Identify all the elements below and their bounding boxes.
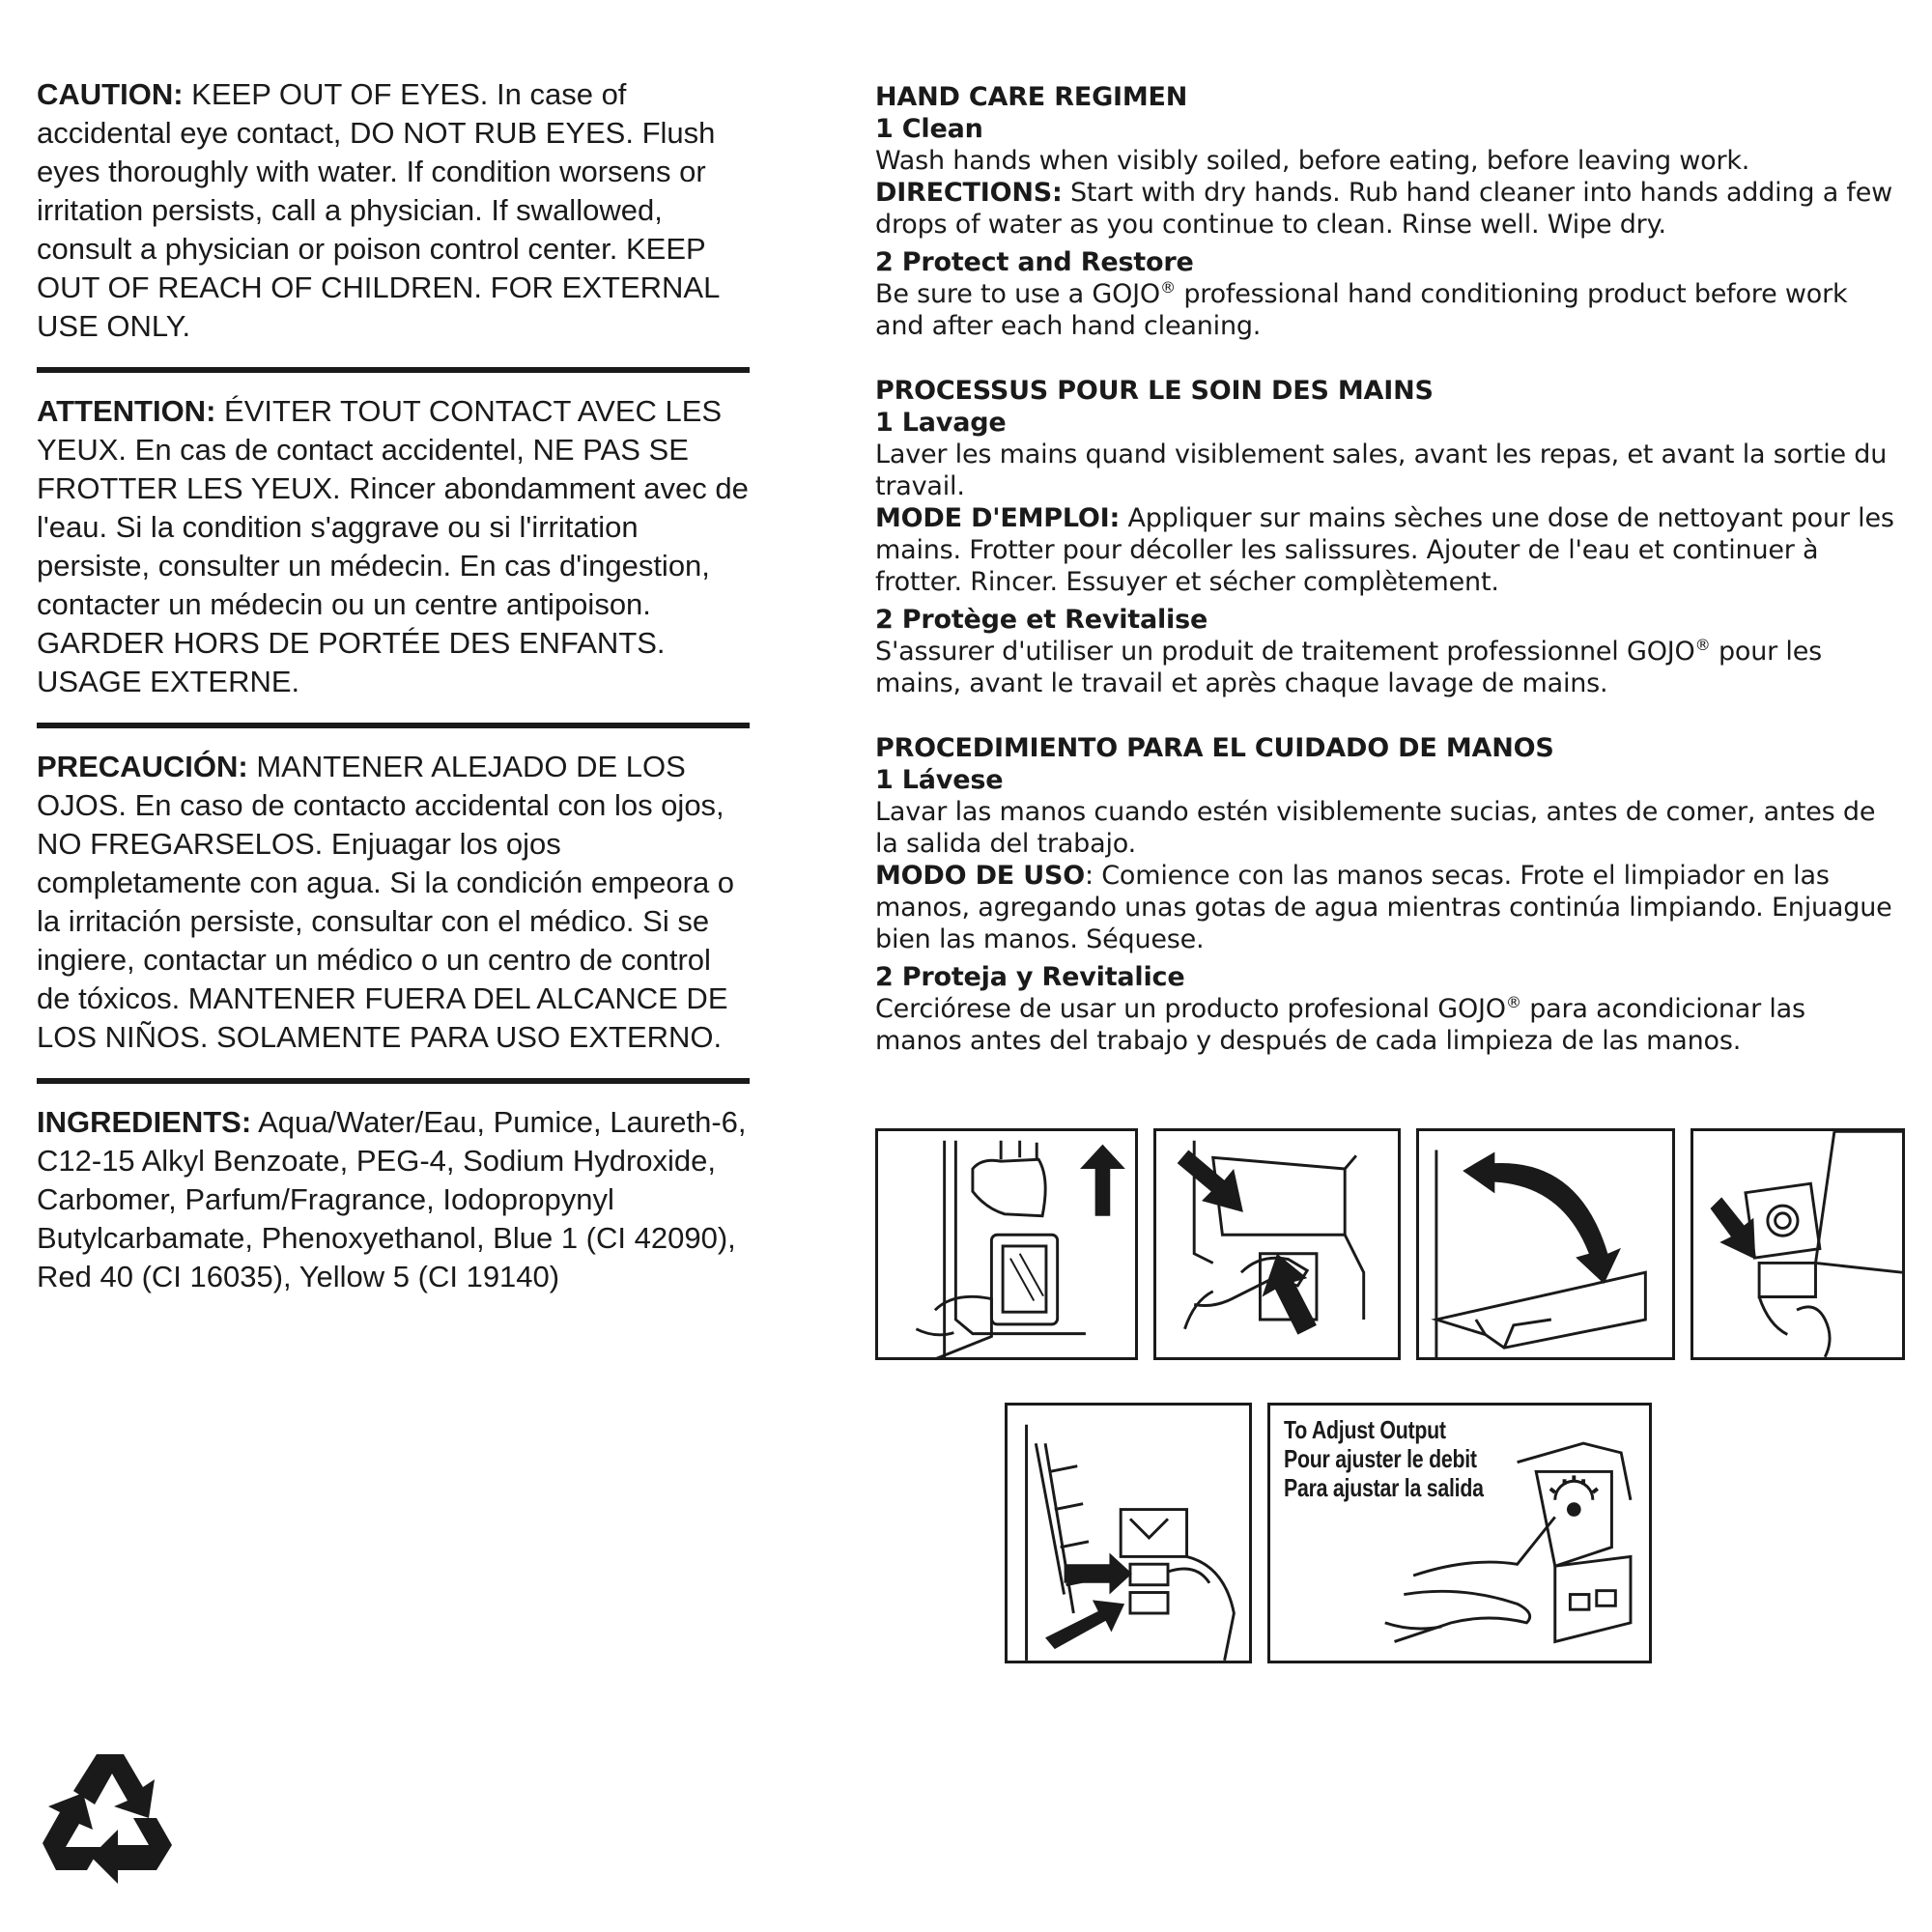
step2-title: 2 Protège et Revitalise bbox=[875, 605, 1208, 635]
right-arrow-icon bbox=[1065, 1553, 1132, 1595]
cartridge-lock-illustration bbox=[1008, 1406, 1249, 1661]
registered-mark: ® bbox=[1694, 636, 1711, 654]
step2-text-a: Cerciórese de usar un producto profesional GOJO bbox=[875, 994, 1506, 1024]
refill-step-5-illustration bbox=[1005, 1403, 1252, 1663]
refill-step-4-illustration bbox=[1690, 1128, 1905, 1360]
directions-text: Start with dry hands. Rub hand cleaner into hands adding a few drops of water as you continue to clean. Rinse well. Wipe dry. bbox=[875, 178, 1893, 240]
directions bbox=[875, 177, 1899, 241]
step2-title: 2 Protect and Restore bbox=[875, 247, 1194, 277]
ingredients bbox=[37, 1103, 750, 1296]
regimen-fr bbox=[875, 375, 1899, 699]
regimen-es bbox=[875, 732, 1899, 1057]
divider bbox=[37, 1078, 750, 1084]
step2-text-b: professional hand conditioning product before work and after each hand cleaning. bbox=[875, 279, 1848, 341]
ingredients-label: INGREDIENTS: bbox=[37, 1105, 252, 1139]
warning-label: CAUTION: bbox=[37, 77, 184, 111]
diagonal-arrow-icon bbox=[1045, 1600, 1124, 1649]
step1-title: 1 Lavage bbox=[875, 408, 1007, 438]
adjust-output-fr: Pour ajuster le debit bbox=[1284, 1444, 1477, 1473]
warning-text: ÉVITER TOUT CONTACT AVEC LES YEUX. En cas de contact accidentel, NE PAS SE FROTTER LES YEUX. Rincer abondamment avec de l'eau. Si la condition s'aggrave ou si l'irritation persiste, consulter un médecin. En cas d'ingestion, contacter un médecin ou un centre antipoison. GARDER HORS DE PORTÉE DES ENFANTS. USAGE EXTERNE. bbox=[37, 394, 749, 698]
warning-text: MANTENER ALEJADO DE LOS OJOS. En caso de contacto accidental con los ojos, NO FREGARSELOS. Enjuagar los ojos completamente con agua. Si la condición empeora o la irritación persiste, consultar con el médico. Si se ingiere, contactar un médico o un centro de control de tóxicos. MANTENER FUERA DEL ALCANCE DE LOS NIÑOS. SOLAMENTE PARA USO EXTERNO. bbox=[37, 750, 735, 1054]
ingredients-text: Aqua/Water/Eau, Pumice, Laureth-6, C12-15 Alkyl Benzoate, PEG-4, Sodium Hydroxide, Carbomer, Parfum/Fragrance, Iodopropynyl Butylcarbamate, Phenoxyethanol, Blue 1 (CI 42090), Red 40 (CI 16035), Yellow 5 (CI 19140) bbox=[37, 1105, 747, 1293]
door-close-illustration bbox=[1419, 1131, 1672, 1357]
warning-label: PRECAUCIÓN: bbox=[37, 750, 248, 783]
step2-text-a: Be sure to use a GOJO bbox=[875, 279, 1160, 309]
caution-es bbox=[37, 748, 750, 1057]
pump-install-illustration bbox=[1693, 1131, 1902, 1357]
section-title: PROCEDIMIENTO PARA EL CUIDADO DE MANOS bbox=[875, 733, 1554, 763]
warning-label: ATTENTION: bbox=[37, 394, 216, 428]
refill-step-1-illustration bbox=[875, 1128, 1138, 1360]
regimen-en bbox=[875, 81, 1899, 342]
registered-mark: ® bbox=[1159, 278, 1176, 297]
registered-mark: ® bbox=[1505, 993, 1521, 1011]
diagonal-arrow-icon bbox=[1262, 1254, 1317, 1335]
directions-label: MODE D'EMPLOI: bbox=[875, 503, 1121, 533]
caution-en bbox=[37, 75, 750, 346]
adjust-output-panel bbox=[1267, 1403, 1652, 1663]
refill-step-3-illustration bbox=[1416, 1128, 1675, 1360]
step2-title: 2 Proteja y Revitalice bbox=[875, 962, 1185, 992]
step1-text: Lavar las manos cuando estén visiblemente sucias, antes de comer, antes de la salida del trabajo. bbox=[875, 797, 1876, 859]
refill-step-2-illustration bbox=[1153, 1128, 1401, 1360]
adjust-output-es: Para ajustar la salida bbox=[1284, 1473, 1484, 1502]
step2-text-b: para acondicionar las manos antes del trabajo y después de cada limpieza de las manos. bbox=[875, 994, 1805, 1056]
step1-text: Wash hands when visibly soiled, before eating, before leaving work. bbox=[875, 146, 1750, 176]
warnings-column bbox=[37, 75, 750, 1296]
step2-text-b: pour les mains, avant le travail et après chaque lavage de mains. bbox=[875, 637, 1822, 698]
directions-label: MODO DE USO bbox=[875, 861, 1085, 891]
directions-text: Appliquer sur mains sèches une dose de nettoyant pour les mains. Frotter pour décoller les salissures. Ajouter de l'eau et continuer à frotter. Rincer. Essuyer et sécher complètement. bbox=[875, 503, 1894, 597]
divider bbox=[37, 723, 750, 728]
directions bbox=[875, 860, 1899, 955]
regimen-column bbox=[875, 81, 1899, 1090]
divider bbox=[37, 367, 750, 373]
adjust-output-en: To Adjust Output bbox=[1284, 1415, 1446, 1444]
warning-text: KEEP OUT OF EYES. In case of accidental eye contact, DO NOT RUB EYES. Flush eyes thoroughly with water. If condition worsens or irritation persists, call a physician. If swallowed, consult a physician or poison control center. KEEP OUT OF REACH OF CHILDREN. FOR EXTERNAL USE ONLY. bbox=[37, 77, 720, 343]
up-arrow-icon bbox=[1080, 1145, 1125, 1216]
step1-title: 1 Lávese bbox=[875, 765, 1004, 795]
caution-fr bbox=[37, 392, 750, 701]
directions bbox=[875, 502, 1899, 598]
directions-text: : Comience con las manos secas. Frote el limpiador en las manos, agregando unas gotas de agua mientras continúa limpiando. Enjuague bien las manos. Séquese. bbox=[875, 861, 1892, 954]
cartridge-insert-illustration bbox=[1156, 1131, 1398, 1357]
section-title: PROCESSUS POUR LE SOIN DES MAINS bbox=[875, 376, 1434, 406]
directions-label: DIRECTIONS: bbox=[875, 178, 1063, 208]
step2-text bbox=[875, 993, 1899, 1057]
step2-text bbox=[875, 636, 1899, 699]
step2-text-a: S'assurer d'utiliser un produit de traitement professionnel GOJO bbox=[875, 637, 1695, 667]
section-title: HAND CARE REGIMEN bbox=[875, 82, 1188, 112]
dispenser-open-illustration bbox=[878, 1131, 1135, 1357]
step1-title: 1 Clean bbox=[875, 114, 983, 144]
curved-arrow-icon bbox=[1463, 1151, 1621, 1284]
step2-text bbox=[875, 278, 1899, 342]
recycle-icon bbox=[37, 1729, 191, 1884]
step1-text: Laver les mains quand visiblement sales, avant les repas, et avant la sortie du travail. bbox=[875, 440, 1888, 501]
adjust-dial-illustration bbox=[1270, 1406, 1649, 1661]
